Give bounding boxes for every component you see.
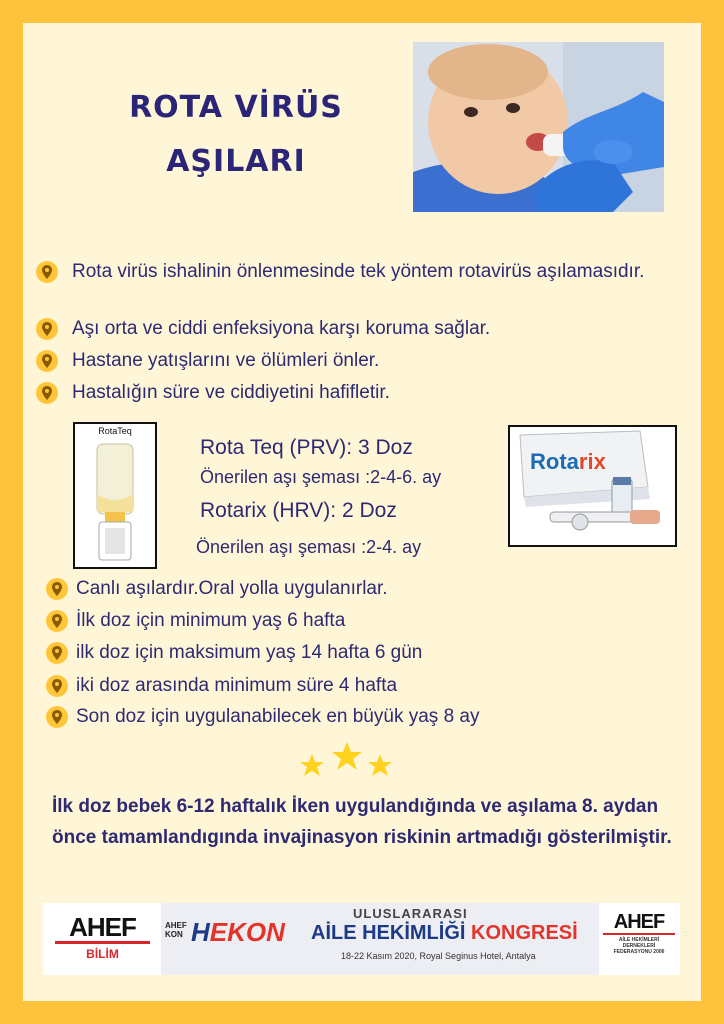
list-item: Hastalığın süre ve ciddiyetini hafifletir. xyxy=(36,382,390,404)
location-pin-icon xyxy=(46,610,68,632)
rotarix-schedule: Önerilen aşı şeması :2-4. ay xyxy=(196,537,422,557)
location-pin-icon xyxy=(46,642,68,664)
list-item: İlk doz için minimum yaş 6 hafta xyxy=(46,610,345,632)
title-line-2: AŞILARI xyxy=(166,144,306,179)
rotateq-product-image xyxy=(73,422,157,569)
location-pin-icon xyxy=(46,675,68,697)
stars-decoration xyxy=(298,740,398,784)
location-pin-icon xyxy=(36,318,58,340)
location-pin-icon xyxy=(36,261,58,283)
location-pin-icon xyxy=(36,382,58,404)
list-item: Hastane yatışlarını ve ölümleri önler. xyxy=(36,350,379,372)
star-icon xyxy=(368,754,392,776)
rotarix-product-image xyxy=(508,425,677,547)
rotateq-schedule: Önerilen aşı şeması :2-4-6. ay xyxy=(200,467,442,487)
ahef-bilim-logo: AHEF BİLİM xyxy=(55,913,150,965)
list-item: iki doz arasında minimum süre 4 hafta xyxy=(46,675,397,697)
rotarix-title: Rotarix (HRV): 2 Doz xyxy=(200,499,397,522)
congress-banner xyxy=(43,903,680,975)
list-item: Canlı aşılardır.Oral yolla uygulanırlar. xyxy=(46,578,388,600)
location-pin-icon xyxy=(46,706,68,728)
star-icon xyxy=(332,742,362,770)
list-item: Son doz için uygulanabilecek en büyük yaş 8 ay xyxy=(46,706,479,728)
congress-logo: AHEF KON HEKON ULUSLARARASI AİLE HEKİMLİĞİ KONGRESİ 18-22 Kasım 2020, Royal Seginus Hotel, Antalya xyxy=(161,903,599,975)
rotateq-label: RotaTeq xyxy=(98,426,132,436)
note-paragraph: İlk doz bebek 6-12 haftalık İken uygulandığında ve aşılama 8. aydan önce tamamlandıgında invajinasyon riskinin artmadığı gösterilmiştir. xyxy=(52,796,672,848)
location-pin-icon xyxy=(46,578,68,600)
rotarix-logo: Rotarix xyxy=(530,449,606,474)
list-item: Rota virüs ishalinin önlenmesinde tek yöntem rotavirüs aşılamasıdır. xyxy=(36,257,672,287)
star-icon xyxy=(300,754,324,776)
list-item: Aşı orta ve ciddi enfeksiyona karşı koruma sağlar. xyxy=(36,318,490,340)
baby-vaccine-photo xyxy=(413,42,664,212)
ahef-federation-logo: AHEF AİLE HEKİMLERİ DERNEKLERİ FEDERASYONU 2006 xyxy=(603,911,675,967)
list-item: ilk doz için maksimum yaş 14 hafta 6 gün xyxy=(46,642,422,664)
rotateq-title: Rota Teq (PRV): 3 Doz xyxy=(200,436,413,459)
location-pin-icon xyxy=(36,350,58,372)
title-line-1: ROTA VİRÜS xyxy=(129,90,343,125)
